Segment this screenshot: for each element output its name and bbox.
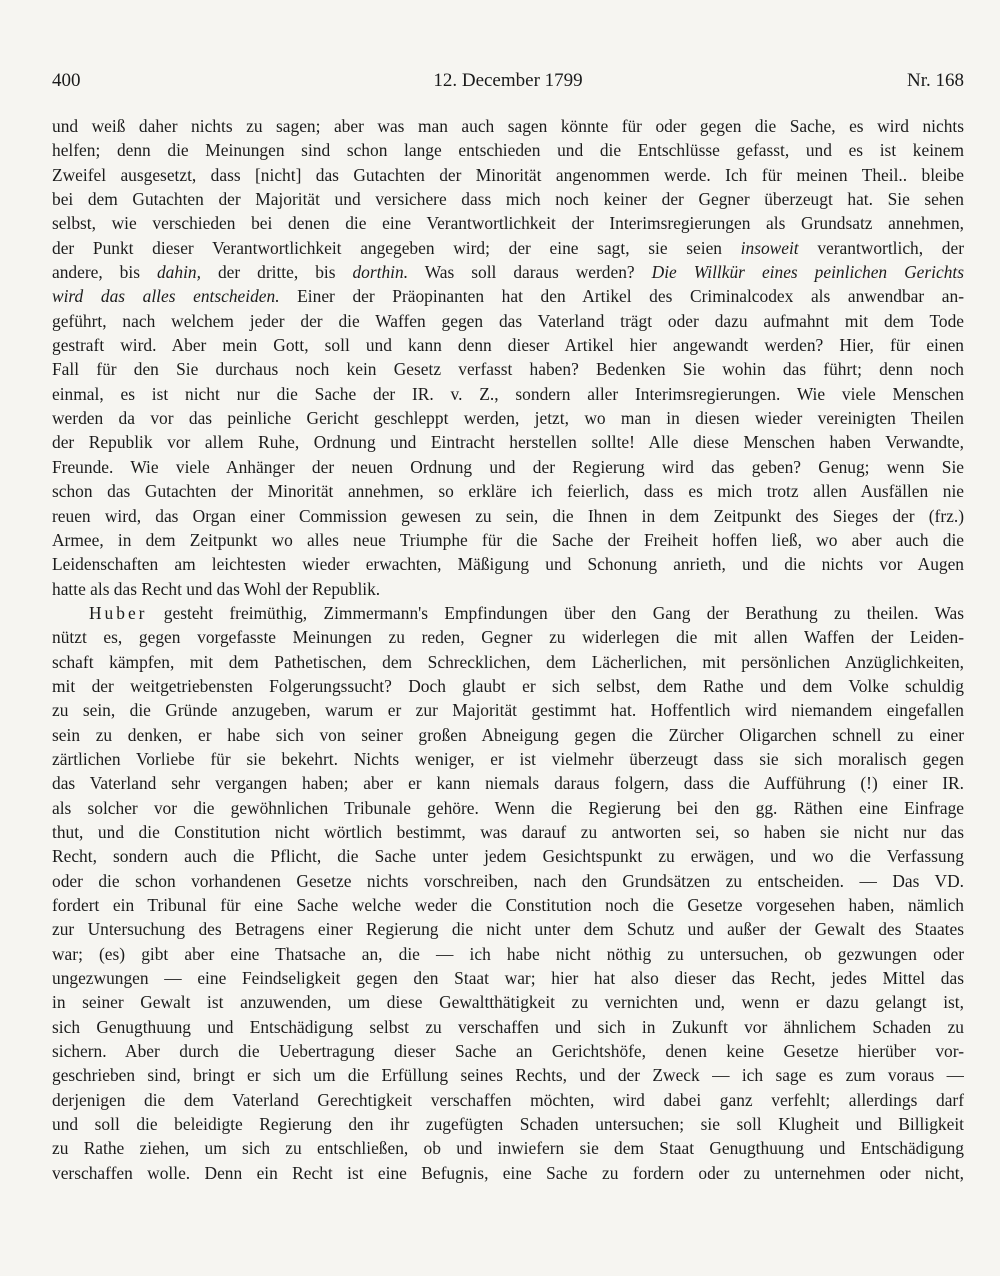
text-segment: gesteht freimüthig, Zimmermann's Empfindungen über den Gang der Berathung zu theilen. Was bbox=[147, 602, 964, 623]
italic-text: dahin, bbox=[156, 262, 201, 283]
text-line: zärtlichen Vorliebe für sie bekehrt. Nichts weniger, er ist vielmehr überzeugt dass sie sich moralisch gegen bbox=[52, 748, 964, 769]
text-line: einmal, es ist nicht nur die Sache der IR. v. Z., sondern aller Interimsregierungen. Wie viele Menschen bbox=[52, 383, 964, 404]
text-line: helfen; denn die Meinungen sind schon lange entschieden und die Entschlüsse gefasst, und es ist keinem bbox=[52, 140, 964, 161]
text-line: und soll die beleidigte Regierung den ihr zugefügten Schaden untersuchen; sie soll Klugheit und Billigkeit bbox=[52, 1114, 964, 1135]
text-line bbox=[52, 260, 964, 284]
text-line: das Vaterland sehr vergangen haben; aber er kann niemals daraus folgern, dass die Aufführung (!) einer IR. bbox=[52, 773, 964, 794]
text-line: der Republik vor allem Ruhe, Ordnung und Eintracht herstellen sollte! Alle diese Menschen haben Verwandte, bbox=[52, 432, 964, 453]
running-header bbox=[52, 70, 964, 100]
text-line: selbst, wie verschieden bei denen die eine Verantwortlichkeit der Interimsregierungen als Grundsatz annehmen, bbox=[52, 213, 964, 234]
text-segment: der dritte, bis bbox=[200, 262, 353, 283]
italic-text: dorthin. bbox=[352, 262, 409, 283]
document-number: Nr. 168 bbox=[907, 70, 964, 91]
italic-text: wird das alles entscheiden. bbox=[52, 286, 280, 307]
spaced-speaker-name: Huber bbox=[89, 602, 148, 623]
text-line: thut, und die Constitution nicht wörtlich bestimmt, was darauf zu antworten sei, so haben sie nicht nur das bbox=[52, 821, 964, 842]
text-line: in seiner Gewalt ist anzuwenden, um diese Gewaltthätigkeit zu vernichten und, wenn er dazu gelangt ist, bbox=[52, 992, 964, 1013]
text-line: geschrieben sind, bringt er sich um die Erfüllung seines Rechts, und der Zweck — ich sage es zum voraus — bbox=[52, 1065, 964, 1086]
text-line: Freunde. Wie viele Anhänger der neuen Ordnung und der Regierung wird das geben? Genug; wenn Sie bbox=[52, 456, 964, 477]
text-line bbox=[52, 284, 964, 308]
text-line: reuen wird, das Organ einer Commission gewesen zu sein, die Ihnen in dem Zeitpunkt des Sieges der (frz.) bbox=[52, 505, 964, 526]
text-line: nützt es, gegen vorgefasste Meinungen zu reden, Gegner zu widerlegen die mit allen Waffen der Leiden- bbox=[52, 627, 964, 648]
text-line: Zweifel ausgesetzt, dass [nicht] das Gutachten der Minorität angenommen werde. Ich für meinen Theil.. bleibe bbox=[52, 164, 964, 185]
text-line: hatte als das Recht und das Wohl der Republik. bbox=[52, 578, 381, 599]
text-segment: Was soll daraus werden? bbox=[408, 262, 652, 283]
body-text bbox=[52, 114, 964, 1185]
italic-text: Die Willkür eines peinlichen Gerichts bbox=[651, 262, 964, 283]
text-line: Fall für den Sie durchaus noch kein Gesetz verfasst haben? Bedenken Sie wohin das führt; denn noch bbox=[52, 359, 964, 380]
text-line: werden da vor das peinliche Gericht geschleppt werden, jetzt, wo man in diesen wieder vereinigten Theilen bbox=[52, 408, 964, 429]
text-line: zur Untersuchung des Betragens einer Regierung die nicht unter dem Schutz und außer der Gewalt des Staates bbox=[52, 919, 964, 940]
page-number: 400 bbox=[52, 70, 81, 91]
text-line: gestraft wird. Aber mein Gott, soll und kann denn dieser Artikel hier angewandt werden? Hier, für einen bbox=[52, 335, 964, 356]
text-segment: verantwortlich, der bbox=[798, 237, 964, 258]
text-line: Recht, sondern auch die Pflicht, die Sache unter jedem Gesichtspunkt zu erwägen, und wo die Verfassung bbox=[52, 846, 964, 867]
text-line bbox=[52, 601, 964, 625]
text-line: als solcher vor die gewöhnlichen Tribunale gehöre. Wenn die Regierung bei den gg. Räthen eine Einfrage bbox=[52, 797, 964, 818]
header-date: 12. December 1799 bbox=[433, 70, 583, 91]
text-line: und weiß daher nichts zu sagen; aber was man auch sagen könnte für oder gegen die Sache, es wird nichts bbox=[52, 116, 964, 136]
text-line: mit der weitgetriebensten Folgerungssucht? Doch glaubt er sich selbst, dem Rathe und dem Volke schuldig bbox=[52, 675, 964, 696]
text-line: bei dem Gutachten der Majorität und versichere dass mich noch keiner der Gegner überzeugt hat. Sie sehen bbox=[52, 189, 964, 210]
text-line: geführt, nach welchem jeder der die Waffen gegen das Vaterland trägt oder dazu aufmahnt mit dem Tode bbox=[52, 310, 964, 331]
text-segment: andere, bis bbox=[52, 262, 157, 283]
text-line bbox=[52, 236, 964, 260]
text-line: zu sein, die Gründe anzugeben, warum er zur Majorität gestimmt hat. Hoffentlich wird niemandem eingefallen bbox=[52, 700, 964, 721]
text-segment: Einer der Präopinanten hat den Artikel des Criminalcodex als anwendbar an- bbox=[279, 286, 964, 307]
text-line: Armee, in dem Zeitpunkt wo alles neue Triumphe für die Sache der Freiheit hoffen ließ, wo aber auch die bbox=[52, 529, 964, 550]
text-line: derjenigen die dem Vaterland Gerechtigkeit verschaffen möchten, wird dabei ganz verfehlt; allerdings darf bbox=[52, 1089, 964, 1110]
text-line: war; (es) gibt aber eine Thatsache an, die — ich habe nicht nöthig zu untersuchen, ob gezwungen oder bbox=[52, 943, 964, 964]
text-line: oder die schon vorhandenen Gesetze nichts vorschreiben, nach den Grundsätzen zu entscheiden. — Das VD. bbox=[52, 870, 964, 891]
text-line: sichern. Aber durch die Uebertragung dieser Sache an Gerichtshöfe, denen keine Gesetze hierüber vor- bbox=[52, 1041, 964, 1062]
text-line: schon das Gutachten der Minorität annehmen, so erkläre ich feierlich, dass es mich trotz allen Ausfällen nie bbox=[52, 481, 964, 502]
text-line: sich Genugthuung und Entschädigung selbst zu verschaffen und sich in Zukunft vor ähnlichem Schaden zu bbox=[52, 1016, 964, 1037]
text-line: Leidenschaften am leichtesten wieder erwachten, Mäßigung und Schonung anrieth, und die nichts vor Augen bbox=[52, 554, 964, 575]
text-line: sein zu denken, er habe sich von seiner großen Abneigung gegen die Zürcher Oligarchen schnell zu einer bbox=[52, 724, 964, 745]
italic-text: insoweit bbox=[740, 237, 799, 258]
text-line: schaft kämpfen, mit dem Pathetischen, dem Schrecklichen, dem Lächerlichen, mit persönlichen Anzüglichkeiten, bbox=[52, 651, 964, 672]
text-line: verschaffen wolle. Denn ein Recht ist eine Befugnis, eine Sache zu fordern oder zu unternehmen oder nicht, bbox=[52, 1162, 964, 1183]
text-segment: der Punkt dieser Verantwortlichkeit angegeben wird; der eine sagt, sie seien bbox=[52, 237, 741, 258]
text-line: zu Rathe ziehen, um sich zu entschließen, ob und inwiefern sie dem Staat Genugthuung und Entschädigung bbox=[52, 1138, 964, 1159]
text-line: fordert ein Tribunal für eine Sache welche weder die Constitution noch die Gesetze vorgesehen haben, nämlich bbox=[52, 895, 964, 915]
text-line: ungezwungen — eine Feindseligkeit gegen den Staat war; hier hat also dieser das Recht, jedes Mittel das bbox=[52, 968, 964, 989]
